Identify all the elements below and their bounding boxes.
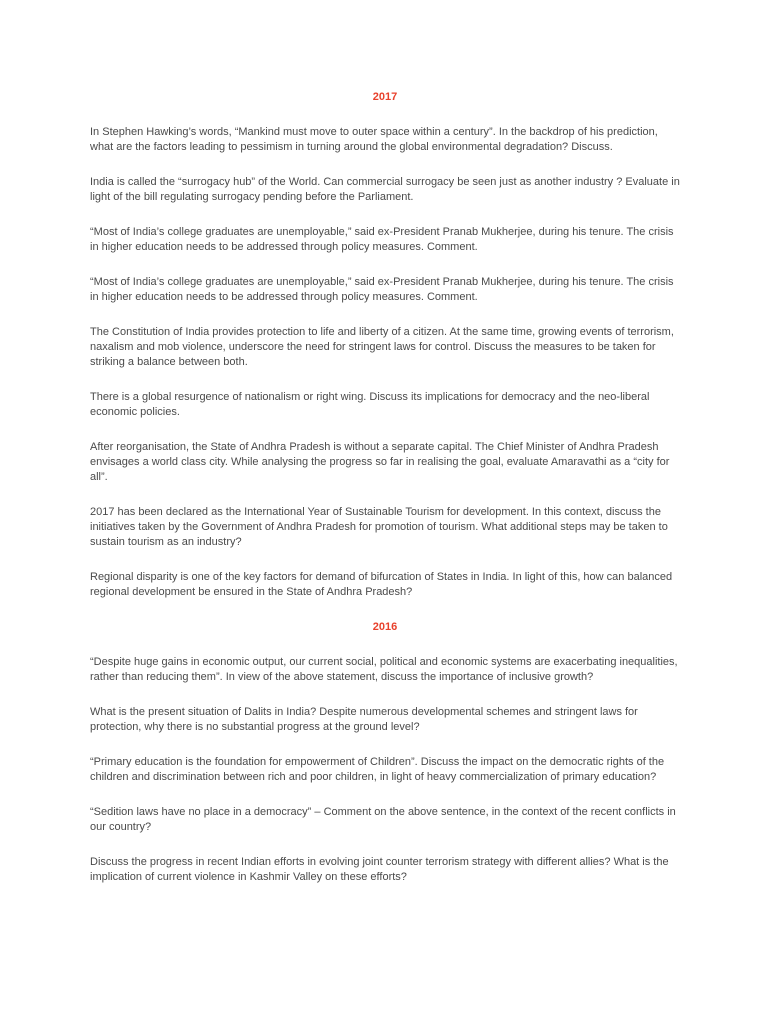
question-item: Discuss the progress in recent Indian efforts in evolving joint counter terrorism strategy with different allies? What is the implication of current violence in Kashmir Valley on these efforts? (90, 856, 669, 883)
question-item: “Despite huge gains in economic output, our current social, political and economic systems are exacerbating inequalities, rather than reducing them”. In view of the above statement, discuss the importance of inclusive growth? (90, 656, 678, 683)
question-item: After reorganisation, the State of Andhra Pradesh is without a separate capital. The Chief Minister of Andhra Pradesh envisages a world class city. While analysing the progress so far in realising the goal, evaluate Amaravathi as a “city for all”. (90, 441, 670, 483)
question-item: There is a global resurgence of nationalism or right wing. Discuss its implications for democracy and the neo-liberal economic policies. (90, 391, 650, 418)
document-page (90, 90, 680, 885)
question-item: 2017 has been declared as the International Year of Sustainable Tourism for development. In this context, discuss the initiatives taken by the Government of Andhra Pradesh for promotion of tourism. What additional steps may be taken to sustain tourism as an industry? (90, 506, 668, 548)
question-item: “Most of India’s college graduates are unemployable,” said ex-President Pranab Mukherjee, during his tenure. The crisis in higher education needs to be addressed through policy measures. Comment. (90, 226, 674, 253)
question-item: The Constitution of India provides protection to life and liberty of a citizen. At the same time, growing events of terrorism, naxalism and mob violence, underscore the need for stringent laws for control. Discuss the measures to be taken for striking a balance between both. (90, 326, 674, 368)
question-item: India is called the “surrogacy hub” of the World. Can commercial surrogacy be seen just as another industry ? Evaluate in light of the bill regulating surrogacy pending before the Parliament. (90, 176, 680, 203)
question-item: What is the present situation of Dalits in India? Despite numerous developmental schemes and stringent laws for protection, why there is no substantial progress at the ground level? (90, 706, 638, 733)
question-item: “Sedition laws have no place in a democracy” – Comment on the above sentence, in the context of the recent conflicts in our country? (90, 806, 676, 833)
question-item: In Stephen Hawking’s words, “Mankind must move to outer space within a century”. In the backdrop of his prediction, what are the factors leading to pessimism in turning around the global environmental degradation? Discuss. (90, 126, 658, 153)
year-heading-2016: 2016 (372, 621, 398, 633)
year-heading-2017: 2017 (372, 91, 398, 103)
question-item: Regional disparity is one of the key factors for demand of bifurcation of States in India. In light of this, how can balanced regional development be ensured in the State of Andhra Pradesh? (90, 571, 673, 598)
question-item: “Primary education is the foundation for empowerment of Children”. Discuss the impact on the democratic rights of the children and discrimination between rich and poor children, in light of heavy commercialization of primary education? (90, 756, 665, 783)
question-item: “Most of India’s college graduates are unemployable,” said ex-President Pranab Mukherjee, during his tenure. The crisis in higher education needs to be addressed through policy measures. Comment. (90, 276, 674, 303)
